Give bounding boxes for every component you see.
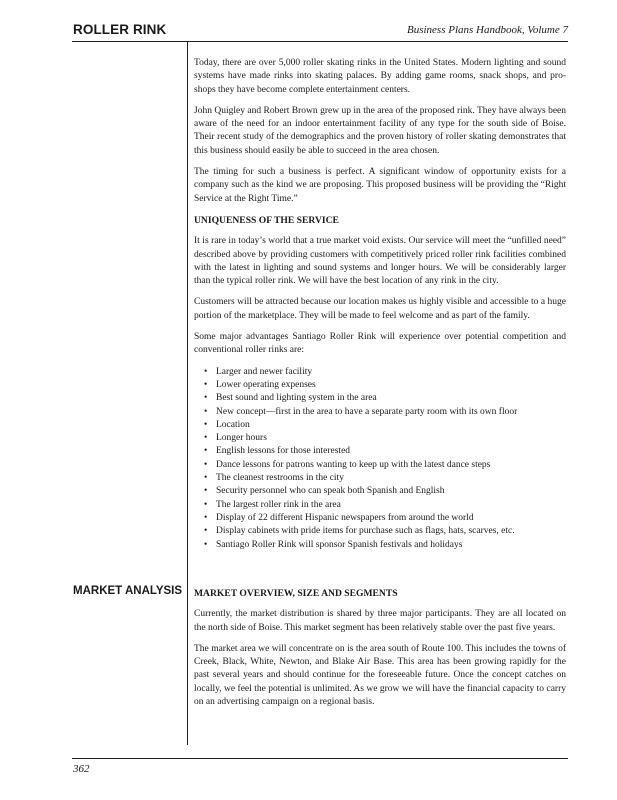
footer-divider — [72, 758, 568, 759]
uniqueness-paragraph: It is rare in today’s world that a true market void exists. Our service will meet the “unfilled need” described above by providing customers with competitively priced roller rink facilities combined with the latest in lighting and sound systems and longer hours. We will be considerably larger than the typical roller rink. We will have the best location of any rink in the city. — [194, 236, 566, 287]
list-item: • Location — [204, 419, 566, 432]
bullet-icon: • — [204, 512, 208, 523]
list-item: • The largest roller rink in the area — [204, 499, 566, 512]
bullet-icon: • — [204, 419, 208, 430]
book-title: Business Plans Handbook, Volume 7 — [406, 24, 568, 36]
intro-paragraph: The timing for such a business is perfect. A significant window of opportunity exists for a company such as the kind we are proposing. This proposed business will be providing the “Right Service at the Right Time.” — [194, 167, 566, 204]
list-item: • Longer hours — [204, 432, 566, 445]
bullet-icon: • — [204, 486, 208, 497]
body-column — [194, 57, 566, 561]
bullet-icon: • — [204, 459, 208, 470]
list-item: • Display cabinets with pride items for purchase such as flags, hats, scarves, etc. — [204, 525, 566, 538]
section-title: ROLLER RINK — [73, 22, 167, 37]
bullet-icon: • — [204, 473, 208, 484]
list-item: • The cleanest restrooms in the city — [204, 472, 566, 485]
header-divider — [72, 41, 568, 42]
uniqueness-paragraph: Customers will be attracted because our location makes us highly visible and accessible to a huge portion of the marketplace. They will be made to feel welcome and as part of the family. — [194, 297, 566, 321]
list-item: • Santiago Roller Rink will sponsor Spanish festivals and holidays — [204, 539, 566, 552]
market-paragraph: The market area we will concentrate on is the area south of Route 100. This includes the towns of Creek, Black, White, Newton, and Blake Air Base. This area has been growing rapidly for the past several years and should continue for the foreseeable future. Once the concept catches on locally, we feel the potential is unlimited. As we grow we will have the financial capacity to carry on an advertising campaign on a regional basis. — [194, 643, 566, 708]
list-item: • Display of 22 different Hispanic newspapers from around the world — [204, 512, 566, 525]
bullet-icon: • — [204, 379, 208, 390]
bullet-icon: • — [204, 539, 208, 550]
list-item: • Lower operating expenses — [204, 379, 566, 392]
market-analysis-section — [194, 587, 566, 717]
intro-paragraph: Today, there are over 5,000 roller skating rinks in the United States. Modern lighting and sound systems have made rinks into skating palaces. By adding game rooms, snack shops, and pro-shops they have become complete entertainment centers. — [194, 58, 566, 95]
bullet-icon: • — [204, 393, 208, 404]
page-number: 362 — [73, 763, 90, 775]
column-divider — [187, 42, 188, 745]
advantages-list — [204, 366, 566, 552]
market-overview-heading: MARKET OVERVIEW, SIZE AND SEGMENTS — [194, 588, 398, 599]
uniqueness-paragraph: Some major advantages Santiago Roller Rink will experience over potential competition and conventional roller rinks are: — [194, 332, 566, 356]
market-paragraph: Currently, the market distribution is shared by three major participants. They are all located on the north side of Boise. This market segment has been relatively stable over the past five years. — [194, 609, 566, 633]
uniqueness-heading: UNIQUENESS OF THE SERVICE — [194, 214, 339, 226]
list-item: • English lessons for those interested — [204, 445, 566, 458]
bullet-icon: • — [204, 406, 208, 417]
list-item: • Dance lessons for patrons wanting to keep up with the latest dance steps — [204, 459, 566, 472]
list-item: • Larger and newer facility — [204, 366, 566, 379]
bullet-icon: • — [204, 499, 208, 510]
list-item: • Best sound and lighting system in the area — [204, 392, 566, 405]
bullet-icon: • — [204, 526, 208, 537]
intro-paragraph: John Quigley and Robert Brown grew up in the area of the proposed rink. They have always been aware of the need for an indoor entertainment facility of any type for the south side of Boise. Their recent study of the demographics and the proven history of roller skating demonstrates that this business should easily be able to succeed in the area chosen. — [194, 105, 566, 156]
bullet-icon: • — [204, 433, 208, 444]
market-analysis-label: MARKET ANALYSIS — [73, 585, 183, 597]
list-item: • New concept—first in the area to have a separate party room with its own floor — [204, 406, 566, 419]
bullet-icon: • — [204, 446, 208, 457]
list-item: • Security personnel who can speak both Spanish and English — [204, 485, 566, 498]
bullet-icon: • — [204, 366, 208, 377]
